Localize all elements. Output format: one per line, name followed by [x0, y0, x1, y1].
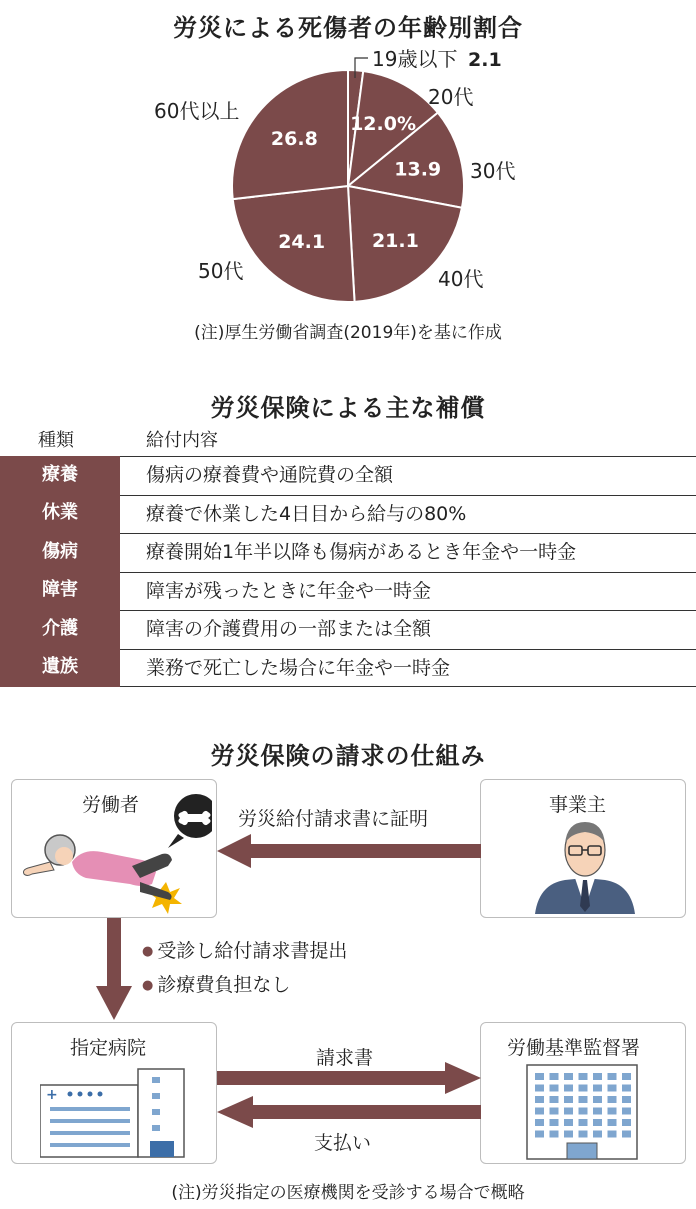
flow-note: (注)労災指定の医療機関を受診する場合で概略: [171, 1183, 525, 1203]
office-window: [550, 1108, 559, 1115]
office-window: [564, 1131, 573, 1138]
office-window: [564, 1073, 573, 1080]
employer-label: 事業主: [549, 794, 607, 816]
office-window: [593, 1131, 602, 1138]
office-window: [608, 1096, 617, 1103]
pie-value-label-5: 26.8: [270, 128, 318, 151]
office-window: [535, 1085, 544, 1092]
office-window: [593, 1119, 602, 1126]
pie-note: (注)厚生労働省調査(2019年)を基に作成: [194, 323, 502, 343]
employer-box: [480, 779, 686, 918]
table-header: [0, 420, 696, 456]
office-window: [608, 1085, 617, 1092]
table-row-desc: 療養開始1年半以降も傷病があるとき年金や一時金: [146, 541, 577, 563]
office-window: [593, 1073, 602, 1080]
office-window: [535, 1119, 544, 1126]
table-row: [0, 456, 696, 495]
office-window: [535, 1096, 544, 1103]
submit-down-arrow-icon: [96, 918, 132, 1022]
office-window: [579, 1096, 588, 1103]
office-window: [579, 1108, 588, 1115]
pie-category-label-4: 50代: [198, 259, 244, 283]
table-row-desc: 障害が残ったときに年金や一時金: [146, 579, 432, 602]
table-row: [0, 495, 696, 534]
bullet-no-fee: ● 診療費負担なし: [142, 970, 290, 997]
table-row-kind: 障害: [0, 571, 120, 610]
office-building-icon: [521, 1063, 647, 1161]
office-window: [550, 1096, 559, 1103]
office-window: [622, 1085, 631, 1092]
table-row-desc: 業務で死亡した場合に年金や一時金: [146, 656, 451, 679]
table-row-desc: 傷病の療養費や通院費の全額: [146, 464, 394, 486]
pie-chart-title: 労災による死傷者の年齢別割合: [173, 14, 523, 42]
pie-category-label-2: 30代: [470, 159, 516, 183]
employer-person-icon: [529, 816, 639, 916]
pie-value-label-0: 2.1: [468, 49, 502, 71]
pie-category-label-5: 60代以上: [154, 99, 240, 123]
office-window: [535, 1073, 544, 1080]
office-window: [593, 1085, 602, 1092]
hospital-label: 指定病院: [70, 1037, 147, 1059]
office-window: [579, 1119, 588, 1126]
table-row-kind: 遺族: [0, 648, 120, 687]
pie-category-label-0: 19歳以下: [372, 47, 458, 71]
worker-label: 労働者: [82, 794, 140, 816]
benefits-table: [0, 420, 696, 687]
claim-arrow-label: 請求書: [316, 1047, 374, 1069]
office-window: [550, 1119, 559, 1126]
table-row-kind: 療養: [0, 456, 120, 495]
office-window: [608, 1108, 617, 1115]
worker-box: [11, 779, 217, 918]
office-window: [564, 1085, 573, 1092]
office-window: [622, 1131, 631, 1138]
table-row: [0, 533, 696, 572]
labour-office-box: [480, 1022, 686, 1164]
office-window: [579, 1073, 588, 1080]
svg-text:+: +: [46, 1087, 58, 1103]
fallen-worker-icon: [20, 790, 212, 915]
table-row-desc: 障害の介護費用の一部または全額: [146, 618, 432, 640]
table-row: [0, 610, 696, 649]
table-row-kind: 傷病: [0, 533, 120, 572]
flow-title: 労災保険の請求の仕組み: [210, 742, 486, 770]
table-title: 労災保険による主な補償: [210, 394, 486, 422]
pie-value-label-2: 13.9: [394, 158, 442, 181]
col-kind-header: 種類: [38, 430, 74, 451]
office-window: [622, 1108, 631, 1115]
office-window: [608, 1131, 617, 1138]
table-row: [0, 649, 696, 688]
pie-chart: [0, 0, 696, 310]
pie-category-label-3: 40代: [438, 267, 484, 291]
hospital-box: [11, 1022, 217, 1164]
labour-office-label: 労働基準監督署: [507, 1037, 641, 1059]
office-window: [593, 1096, 602, 1103]
pie-value-label-1: 12.0%: [350, 113, 417, 136]
office-window: [579, 1085, 588, 1092]
office-window: [564, 1108, 573, 1115]
payment-arrow-label: 支払い: [314, 1132, 372, 1154]
office-window: [550, 1085, 559, 1092]
office-window: [579, 1131, 588, 1138]
pie-category-label-1: 20代: [428, 85, 474, 109]
office-window: [535, 1131, 544, 1138]
office-window: [535, 1108, 544, 1115]
payment-arrow-icon: [217, 1096, 481, 1128]
table-row-kind: 介護: [0, 610, 120, 649]
office-window: [622, 1119, 631, 1126]
office-window: [622, 1073, 631, 1080]
office-window: [550, 1131, 559, 1138]
pie-value-label-3: 21.1: [371, 230, 419, 253]
col-desc-header: 給付内容: [146, 430, 218, 451]
hospital-building-icon: [40, 1065, 190, 1159]
office-window: [622, 1096, 631, 1103]
office-window: [564, 1096, 573, 1103]
office-window: [593, 1108, 602, 1115]
certify-arrow-label: 労災給付請求書に証明: [238, 808, 429, 830]
table-row-desc: 療養で休業した4日目から給与の80%: [146, 502, 467, 525]
table-row-kind: 休業: [0, 494, 120, 533]
office-window: [564, 1119, 573, 1126]
pie-value-label-4: 24.1: [278, 230, 326, 253]
certify-arrow-icon: [217, 834, 481, 868]
table-row: [0, 572, 696, 611]
office-window: [608, 1119, 617, 1126]
bullet-submit-claim: ● 受診し給付請求書提出: [142, 936, 347, 963]
claim-arrow-icon: [217, 1062, 481, 1094]
office-window: [608, 1073, 617, 1080]
office-window: [550, 1073, 559, 1080]
